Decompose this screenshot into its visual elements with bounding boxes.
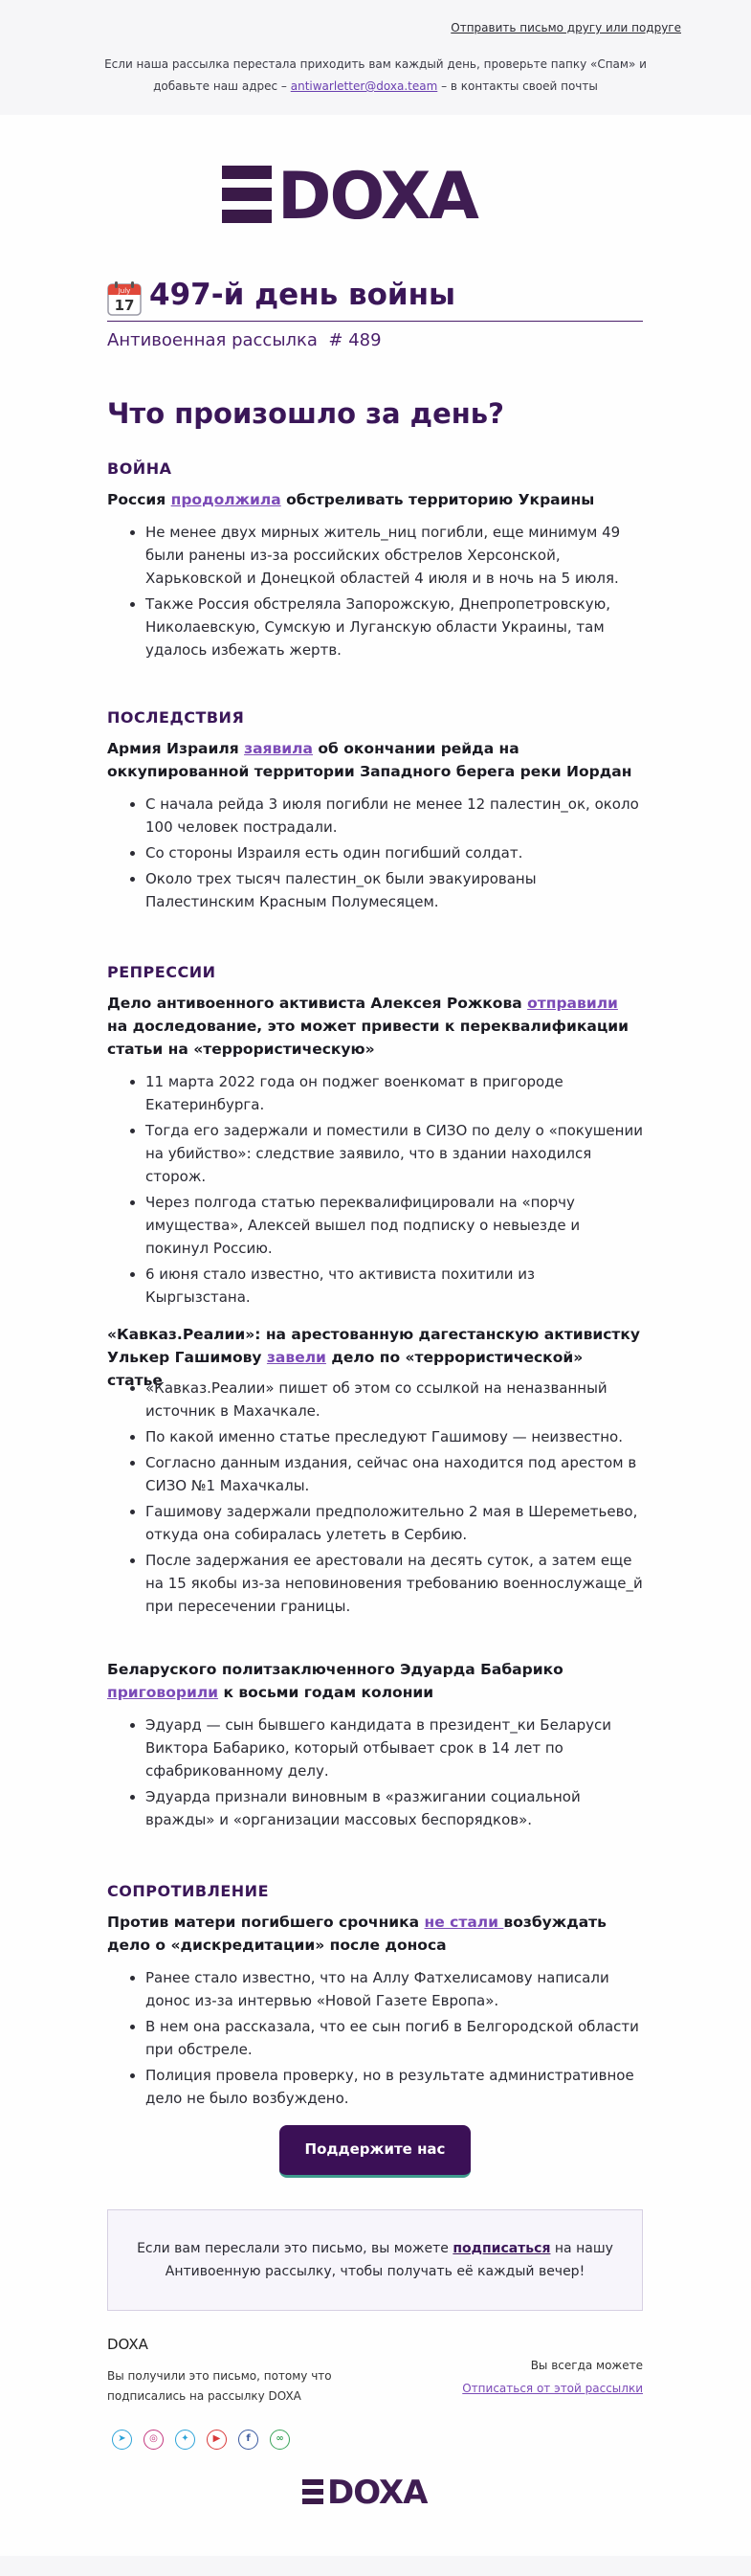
footer-can-always: Вы всегда можете bbox=[530, 2359, 643, 2372]
spam-note-text: Если наша рассылка перестала приходить вам каждый день, проверьте папку «Спам» и добавьте наш адрес – bbox=[104, 57, 647, 93]
war-bullets bbox=[107, 521, 643, 664]
main-heading: Что произошло за день? bbox=[107, 397, 504, 430]
calendar-icon bbox=[107, 281, 142, 316]
calendar-month: July bbox=[118, 287, 131, 295]
link-icon[interactable]: ∞ bbox=[270, 2430, 290, 2450]
repressions-bullets-1 bbox=[107, 1070, 643, 1311]
list-item: • После задержания ее арестовали на десять суток, а затем еще на 15 якобы из-за неповиновения требованию военнослужаще_й при пересечении границы. bbox=[145, 1549, 643, 1618]
email-address-link[interactable]: antiwarletter@doxa.team bbox=[290, 79, 438, 93]
resistance-lead bbox=[107, 1911, 643, 1957]
list-item: • Через полгода статью переквалифицировали на «порчу имущества», Алексей вышел под подписку о невыезде и покинул Россию. bbox=[145, 1191, 643, 1260]
title-divider bbox=[107, 321, 643, 322]
list-item: • Эдуард — сын бывшего кандидата в президент_ки Беларуси Виктора Бабарико, который отбывает срок в 14 лет по сфабрикованному делу. bbox=[145, 1714, 643, 1782]
list-item: • «Кавказ.Реалии» пишет об этом со ссылкой на неназванный источник в Махачкале. bbox=[145, 1377, 643, 1422]
consequences-lead-link[interactable]: заявила bbox=[244, 740, 313, 757]
consequences-lead bbox=[107, 737, 643, 783]
preheader bbox=[0, 0, 751, 115]
doxa-logo-text: DOXA bbox=[277, 159, 477, 235]
lead-text: Армия Израиля bbox=[107, 740, 245, 757]
lead-text: на доследование, это может привести к переквалификации статьи на «террористическую» bbox=[107, 1018, 630, 1058]
repressions-bullets-3 bbox=[107, 1714, 643, 1834]
repressions-lead-3-link[interactable]: приговорили bbox=[107, 1684, 219, 1701]
list-item: • В нем она рассказала, что ее сын погиб в Белгородской области при обстреле. bbox=[145, 2015, 643, 2061]
support-us-button[interactable]: Поддержите нас bbox=[279, 2125, 471, 2178]
resistance-bullets bbox=[107, 1966, 643, 2113]
doxa-logo-mark bbox=[222, 166, 272, 223]
telegram-icon[interactable]: ➤ bbox=[112, 2430, 132, 2450]
list-item: • Также Россия обстреляла Запорожскую, Днепропетровскую, Николаевскую, Сумскую и Луганскую области Украины, там удалось избежать жертв. bbox=[145, 593, 643, 661]
list-item: • По какой именно статье преследуют Гашимову — неизвестно. bbox=[145, 1425, 643, 1448]
footer-logo-text: DOXA bbox=[327, 2474, 428, 2512]
subscribe-link[interactable]: подписаться bbox=[453, 2241, 551, 2256]
repressions-lead-3 bbox=[107, 1658, 643, 1704]
list-item: • Согласно данным издания, сейчас она находится под арестом в СИЗО №1 Махачкалы. bbox=[145, 1451, 643, 1497]
lead-text: «Кавказ.Реалии»: на арестованную дагестанскую активистку Улькер Гашимову bbox=[107, 1326, 641, 1366]
forward-text: Если вам переслали это письмо, вы можете bbox=[137, 2241, 453, 2256]
facebook-icon[interactable]: f bbox=[238, 2430, 258, 2450]
lead-text: к восьми годам колонии bbox=[218, 1684, 434, 1701]
list-item: • Эдуарда признали виновным в «разжигании социальной вражды» и «организации массовых беспорядков». bbox=[145, 1785, 643, 1831]
list-item: • Полиция провела проверку, но в результате административное дело не было возбуждено. bbox=[145, 2064, 643, 2110]
lead-text: Беларуского политзаключенного Эдуарда Бабарико bbox=[107, 1661, 563, 1678]
repressions-bullets-2 bbox=[107, 1377, 643, 1621]
spam-note-text-end: – в контакты своей почты bbox=[437, 79, 598, 93]
war-lead-link[interactable]: продолжила bbox=[170, 491, 281, 508]
footer-reason-note: Вы получили это письмо, потому что подписались на рассылку DOXA bbox=[107, 2369, 332, 2403]
list-item: • Тогда его задержали и поместили в СИЗО по делу о «покушении на убийство»: следствие заявило, что в здании находился сторож. bbox=[145, 1119, 643, 1188]
lead-text: возбуждать дело о «дискредитации» после доноса bbox=[107, 1914, 607, 1954]
twitter-icon[interactable]: ✦ bbox=[175, 2430, 195, 2450]
war-lead bbox=[107, 488, 643, 511]
instagram-icon[interactable]: ◎ bbox=[144, 2430, 164, 2450]
list-item: • Около трех тысяч палестин_ок были эвакуированы Палестинским Красным Полумесяцем. bbox=[145, 867, 643, 913]
repressions-lead-1 bbox=[107, 992, 643, 1061]
spam-note bbox=[77, 54, 674, 98]
lead-text: Россия bbox=[107, 491, 171, 508]
section-heading-war: ВОЙНА bbox=[107, 459, 172, 478]
forward-to-friend-link[interactable]: Отправить письмо другу или подруге bbox=[451, 21, 681, 34]
forwarded-subscribe-text bbox=[137, 2237, 613, 2283]
lead-text: дело по «террористической» статье bbox=[107, 1349, 584, 1389]
section-heading-resistance: СОПРОТИВЛЕНИЕ bbox=[107, 1882, 269, 1900]
issue-number: Антивоенная рассылка # 489 bbox=[107, 330, 382, 350]
footer-doxa-logo[interactable] bbox=[302, 2474, 455, 2512]
lead-text: Против матери погибшего срочника bbox=[107, 1914, 425, 1931]
doxa-logo[interactable] bbox=[222, 159, 528, 235]
list-item: • Ранее стало известно, что на Аллу Фатхелисамову написали донос из-за интервью «Новой Газете Европа». bbox=[145, 1966, 643, 2012]
repressions-lead-2-link[interactable]: завели bbox=[266, 1349, 326, 1366]
footer-brand: DOXA bbox=[107, 2336, 148, 2353]
list-item: • С начала рейда 3 июля погибли не менее 12 палестин_ок, около 100 человек пострадали. bbox=[145, 793, 643, 839]
section-heading-consequences: ПОСЛЕДСТВИЯ bbox=[107, 708, 245, 727]
forwarded-subscribe-box bbox=[107, 2209, 643, 2311]
list-item: • Гашимову задержали предположительно 2 мая в Шереметьево, откуда она собиралась улететь в Сербию. bbox=[145, 1500, 643, 1546]
lead-text: об окончании рейда на оккупированной территории Западного берега реки Иордан bbox=[107, 740, 632, 780]
unsubscribe-link[interactable]: Отписаться от этой рассылки bbox=[462, 2382, 643, 2395]
lead-text: обстреливать территорию Украины bbox=[280, 491, 595, 508]
list-item: • 11 марта 2022 года он поджег военкомат в пригороде Екатеринбурга. bbox=[145, 1070, 643, 1116]
page-title: 497-й день войны bbox=[149, 278, 456, 312]
consequences-bullets bbox=[107, 793, 643, 916]
repressions-lead-1-link[interactable]: отправили bbox=[527, 995, 618, 1012]
list-item: • 6 июня стало известно, что активиста похитили из Кыргызстана. bbox=[145, 1263, 643, 1309]
calendar-day: 17 bbox=[114, 297, 135, 314]
section-heading-repressions: РЕПРЕССИИ bbox=[107, 963, 216, 981]
list-item: • Со стороны Израиля есть один погибший солдат. bbox=[145, 841, 643, 864]
forward-text-end: на нашу Антивоенную рассылку, чтобы получать её каждый вечер! bbox=[165, 2241, 613, 2279]
lead-text: Дело антивоенного активиста Алексея Рожкова bbox=[107, 995, 528, 1012]
youtube-icon[interactable]: ▶ bbox=[207, 2430, 227, 2450]
list-item: • Не менее двух мирных житель_ниц погибли, еще минимум 49 были ранены из-за российских обстрелов Херсонской, Харьковской и Донецкой областей 4 июля и в ночь на 5 июля. bbox=[145, 521, 643, 590]
resistance-lead-link[interactable]: не стали bbox=[424, 1914, 504, 1931]
